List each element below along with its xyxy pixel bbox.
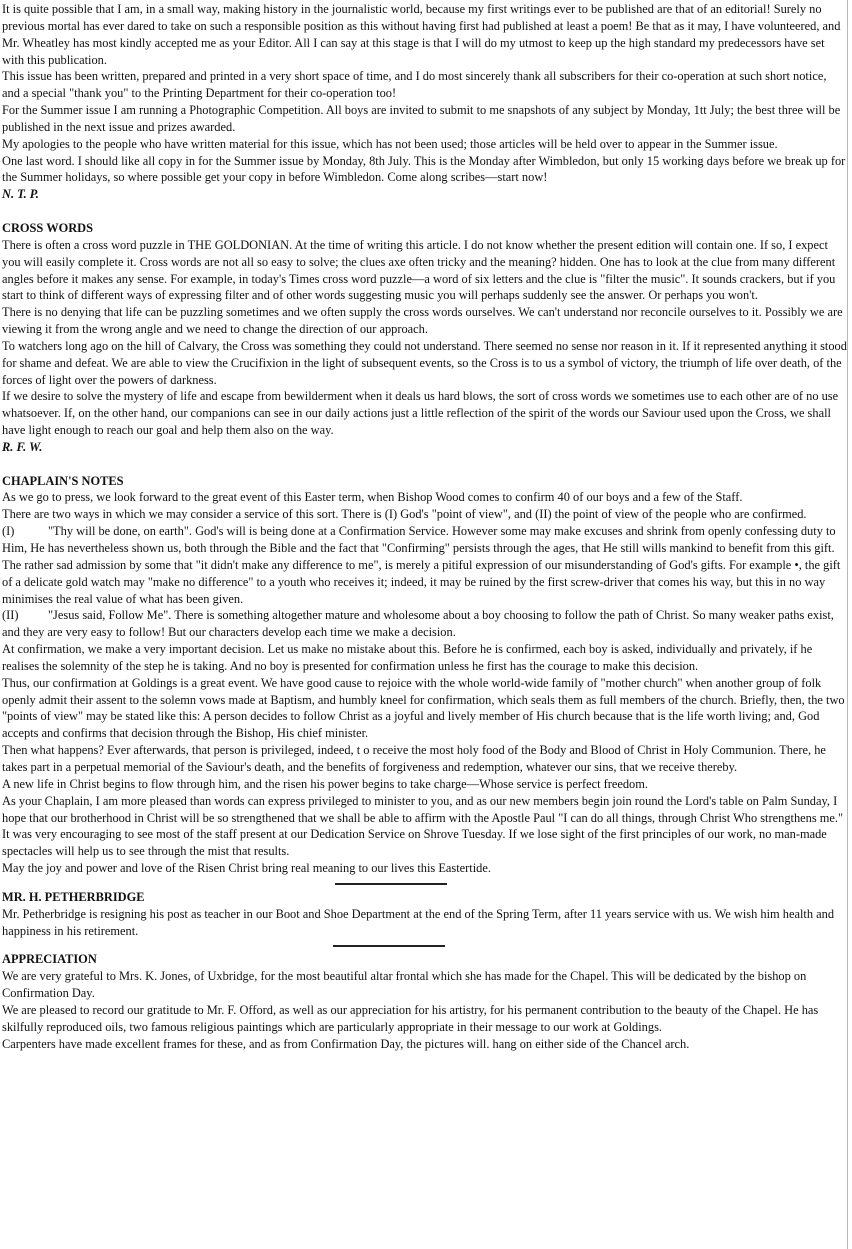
paragraph: Then what happens? Ever afterwards, that person is privileged, indeed, t o receive the most holy food of the Body and Blood of Christ in Holy Communion. There, he takes part in a perpetual memorial of the Saviour's death, and the benefits of forgiveness and redemption, whatever our sins, that we receive thereby.	[2, 743, 826, 774]
paragraph: To watchers long ago on the hill of Calvary, the Cross was something they could not understand. There seemed no sense nor reason in it. If it represented anything it stood for shame and defeat. We are able to view the Crucifixion in the light of subsequent events, so the Cross is to us a symbol of victory, the triumph of life over death, of the forces of light over the powers of darkness.	[2, 338, 847, 387]
paragraph: Mr. Petherbridge is resigning his post as teacher in our Boot and Shoe Department at the end of the Spring Term, after 11 years service with us. We wish him health and happiness in his retirement.	[2, 906, 835, 938]
paragraph: My apologies to the people who have written material for this issue, which has not been used; those articles will be held over to appear in the Summer issue.	[2, 136, 778, 151]
paragraph: A new life in Christ begins to flow through him, and the risen his power begins to take charge—Whose service is perfect freedom.	[2, 776, 648, 791]
paragraph: It was very encouraging to see most of the staff present at our Dedication Service on Shrove Tuesday. If we lose sight of the first principles of our work, no man-made spectacles will help us to see through the mist that results.	[2, 827, 827, 859]
paragraph: May the joy and power and love of the Risen Christ bring real meaning to our lives this Eastertide.	[2, 861, 491, 876]
section-heading: APPRECIATION	[2, 952, 97, 967]
paragraph: One last word. I should like all copy in for the Summer issue by Monday, 8th July. This is the Monday after Wimbledon, but only 15 working days before we break up for the Summer holidays, so where possible get your copy in before Wimbledon. Come along scribes—start now!	[2, 153, 846, 185]
paragraph: There is often a cross word puzzle in THE GOLDONIAN. At the time of writing this article. I do not know whether the present edition will contain one. If so, I expect you will easily complete it. Cross words are not all so easy to solve; the clues axe often tricky and the meaning? hidden. One has to look at the clue from many different angles before it makes any sense. For example, in today's Times cross word puzzle—a word of six letters and the clue is "filter the music". It sounds crackers, but if you start to think of different ways of expressing filter and of other words suggesting music you will perhaps suddenly see the answer. Or perhaps you won't.	[2, 237, 836, 303]
paragraph: This issue has been written, prepared and printed in a very short space of time, and I do most sincerely thank all subscribers for their co-operation at such short notice, and a special "thank you" to the Printing Department for their co-operation too!	[2, 69, 827, 101]
editorial-section	[2, 1, 847, 203]
numbered-point-2	[2, 607, 847, 641]
chaplains-notes-section	[2, 473, 847, 877]
paragraph: If we desire to solve the mystery of life and escape from bewilderment when it deals us hard blows, the sort of cross words we sometimes use to each other are of no use whatsoever. If, on the other hand, our companions can see in our daily actions just a little reflection of the spirit of the words our Saviour used upon the Cross, we shall have light enough to reach our goal and help them also on the way.	[2, 389, 839, 438]
paragraph: We are very grateful to Mrs. K. Jones, of Uxbridge, for the most beautiful altar frontal which she has made for the Chapel. This will be dedicated by the bishop on Confirmation Day.	[2, 969, 807, 1001]
paragraph: At confirmation, we make a very important decision. Let us make no mistake about this. Before he is confirmed, each boy is asked, individually and privately, if he realises the solemnity of the step he is taking. And no boy is presented for confirmation unless he first has the courage to make this decision.	[2, 642, 813, 673]
numbered-point-1	[2, 523, 847, 607]
section-spacer	[2, 456, 847, 473]
section-heading: MR. H. PETHERBRIDGE	[2, 889, 145, 904]
petherbridge-section	[2, 889, 847, 940]
paragraph: As we go to press, we look forward to the great event of this Easter term, when Bishop Wood comes to confirm 40 of our boys and a few of the Staff.	[2, 490, 743, 505]
paragraph: For the Summer issue I am running a Photographic Competition. All boys are invited to submit to me snapshots of any subject by Monday, 1tt July; the best three will be published in the next issue and prizes awarded.	[2, 103, 841, 134]
point-number: (I)	[2, 524, 15, 539]
point-number: (II)	[2, 608, 19, 623]
cross-words-signature: R. F. W.	[2, 439, 43, 454]
editorial-signature: N. T. P.	[2, 187, 39, 202]
section-divider	[335, 883, 447, 885]
section-divider	[333, 945, 445, 947]
section-heading: CROSS WORDS	[2, 220, 94, 235]
paragraph: We are pleased to record our gratitude to Mr. F. Offord, as well as our appreciation for his artistry, for his permanent contribution to the beauty of the Chapel. He has skilfully reproduced oils, two famous religious paintings which are particularly appropriate in their message to our work at Goldings.	[2, 1002, 819, 1034]
paragraph: As your Chaplain, I am more pleased than words can express privileged to minister to you, and as our new members begin join round the Lord's table on Palm Sunday, I hope that our brotherhood in Christ will be so strengthened that we shall be able to affirm with the Apostle Paul "I can do all things, through Christ Who strengthens me."	[2, 793, 844, 825]
section-spacer	[2, 203, 847, 220]
paragraph: There is no denying that life can be puzzling sometimes and we often supply the cross words ourselves. We can't understand nor reconcile ourselves to it. Possibly we are viewing it from the wrong angle and we need to change the direction of our approach.	[2, 305, 843, 337]
paragraph: It is quite possible that I am, in a small way, making history in the journalistic world, because my first writings ever to be published are that of an editorial! Surely no previous mortal has ever dared to take on such a responsible position as this without having first had published at least a poem! Be that as it may, I have volunteered, and Mr. Wheatley has most kindly accepted me as your Editor. All I can say at this stage is that I will do my utmost to keep up the high standard my predecessors have set with this publication.	[2, 2, 841, 67]
section-heading: CHAPLAIN'S NOTES	[2, 473, 124, 488]
paragraph: Carpenters have made excellent frames for these, and as from Confirmation Day, the pictures will. hang on either side of the Chancel arch.	[2, 1036, 690, 1051]
point-text: "Thy will be done, on earth". God's will is being done at a Confirmation Service. However some may make excuses and shrink from openly confessing duty to Him, He has nevertheless shown us, both through the Bible and the fact that "Confirming" persists through the ages, that He still wills mankind to benefit from this gift. The rather sad admission by some that "it didn't make any difference to me", is merely a pitiful expression of our misunderstanding of God's gifts. For example •, the gift of a delicate gold watch may "make no difference" to a youth who receives it; indeed, it may be ruined by the first screw-driver that comes his way, but this in no way minimises the real value of what has been given.	[2, 524, 841, 606]
cross-words-section	[2, 220, 847, 456]
point-text: "Jesus said, Follow Me". There is something altogether mature and wholesome about a boy choosing to follow the path of Christ. So many weaker paths exist, and they are very easy to follow! But our characters develop each time we make a decision.	[2, 608, 834, 640]
appreciation-section	[2, 951, 847, 1052]
paragraph: Thus, our confirmation at Goldings is a great event. We have good cause to rejoice with the whole world-wide family of "mother church" when another group of folk openly admit their assent to the solemn vows made at Baptism, and humbly kneel for confirmation, which seals them as full members of the church. Briefly, then, the two "points of view" may be stated like this: A person decides to follow Christ as a joyful and lively member of His church because that is the life worth living; and, God accepts and confirms that decision through the Bishop, His chief minister.	[2, 675, 845, 741]
paragraph: There are two ways in which we may consider a service of this sort. There is (I) God's "point of view", and (II) the point of view of the people who are confirmed.	[2, 507, 807, 522]
